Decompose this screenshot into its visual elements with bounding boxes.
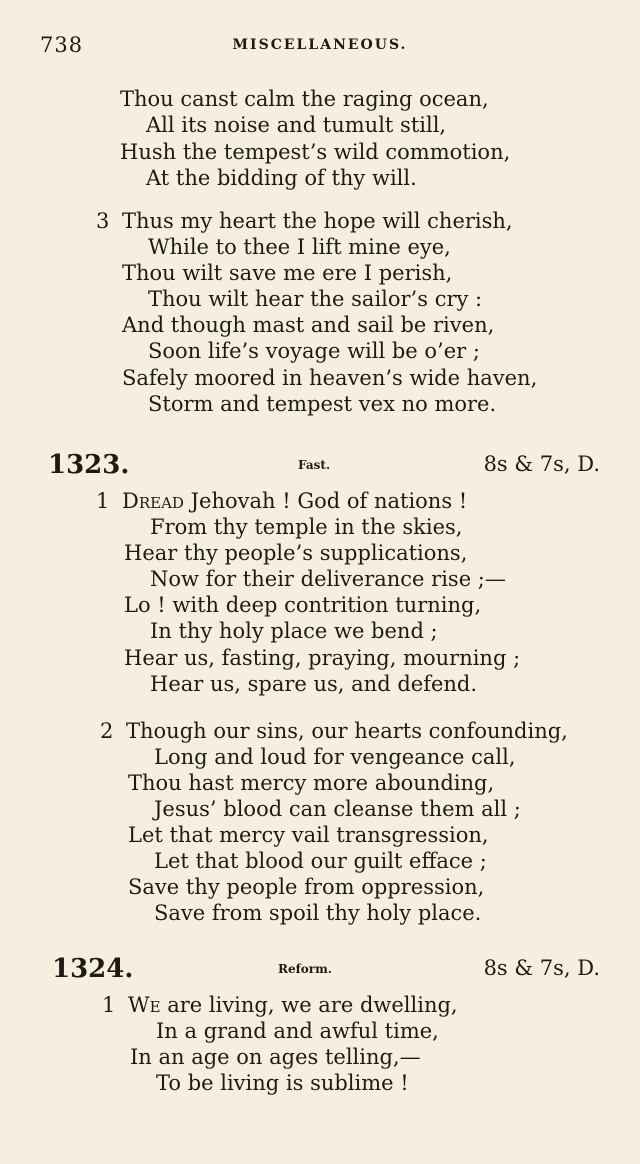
verse-line: In a grand and awful time, xyxy=(156,1019,439,1043)
hymn-1324-heading xyxy=(52,954,600,986)
stanza-number: 1 xyxy=(102,993,116,1017)
hymn-number: 1324. xyxy=(52,954,134,984)
verse-line: Though our sins, our hearts confounding, xyxy=(126,719,568,743)
first-line-rest: are living, we are dwelling, xyxy=(160,993,458,1017)
verse-line: Now for their deliverance rise ;— xyxy=(150,567,506,591)
verse-line: All its noise and tumult still, xyxy=(146,113,447,137)
verse-line: Let that blood our guilt efface ; xyxy=(154,849,487,873)
verse-line: Long and loud for vengeance call, xyxy=(154,745,516,769)
hymn-meter: 8s & 7s, D. xyxy=(483,452,600,476)
verse-line: While to thee I lift mine eye, xyxy=(148,235,451,259)
verse-line: In thy holy place we bend ; xyxy=(150,619,438,643)
verse-line: Thou canst calm the raging ocean, xyxy=(120,87,489,111)
verse-line: Thou wilt save me ere I perish, xyxy=(122,261,453,285)
verse-line: Let that mercy vail transgression, xyxy=(128,823,489,847)
verse-line: Save from spoil thy holy place. xyxy=(154,901,482,925)
stanza-number: 2 xyxy=(100,719,114,743)
verse-line: Soon life’s voyage will be o’er ; xyxy=(148,339,480,363)
verse-line: Thus my heart the hope will cherish, xyxy=(122,209,513,233)
verse-line-first xyxy=(128,992,458,1018)
verse-line-first xyxy=(122,488,467,514)
verse-line: Hear thy people’s supplications, xyxy=(124,541,468,565)
verse-line: Safely moored in heaven’s wide haven, xyxy=(122,366,538,390)
hymn-tune-title: Reform. xyxy=(278,962,332,976)
hymn-tune-title: Fast. xyxy=(298,458,331,472)
page-header xyxy=(40,33,600,57)
verse-line: Hush the tempest’s wild commotion, xyxy=(120,140,511,164)
verse-line: Storm and tempest vex no more. xyxy=(148,392,497,416)
verse-line: From thy temple in the skies, xyxy=(150,515,463,539)
verse-line: Hear us, spare us, and defend. xyxy=(150,672,478,696)
verse-line: Save thy people from oppression, xyxy=(128,875,485,899)
page-number: 738 xyxy=(40,33,84,57)
hymn-meter: 8s & 7s, D. xyxy=(483,956,600,980)
verse-line: Thou wilt hear the sailor’s cry : xyxy=(148,287,483,311)
drop-word: Dread xyxy=(122,489,184,513)
verse-line: At the bidding of thy will. xyxy=(146,166,417,190)
stanza-number: 1 xyxy=(96,489,110,513)
hymn-1323-heading xyxy=(48,450,600,482)
verse-line: In an age on ages telling,— xyxy=(130,1045,421,1069)
verse-line: And though mast and sail be riven, xyxy=(122,313,495,337)
drop-word: We xyxy=(128,993,161,1017)
stanza-number: 3 xyxy=(96,209,110,233)
hymn-number: 1323. xyxy=(48,450,130,480)
verse-line: To be living is sublime ! xyxy=(156,1071,409,1095)
verse-line: Hear us, fasting, praying, mourning ; xyxy=(124,646,521,670)
verse-line: Jesus’ blood can cleanse them all ; xyxy=(154,797,521,821)
verse-line: Thou hast mercy more abounding, xyxy=(128,771,495,795)
running-head: MISCELLANEOUS. xyxy=(232,37,408,53)
verse-line: Lo ! with deep contrition turning, xyxy=(124,593,482,617)
first-line-rest: Jehovah ! God of nations ! xyxy=(183,489,468,513)
